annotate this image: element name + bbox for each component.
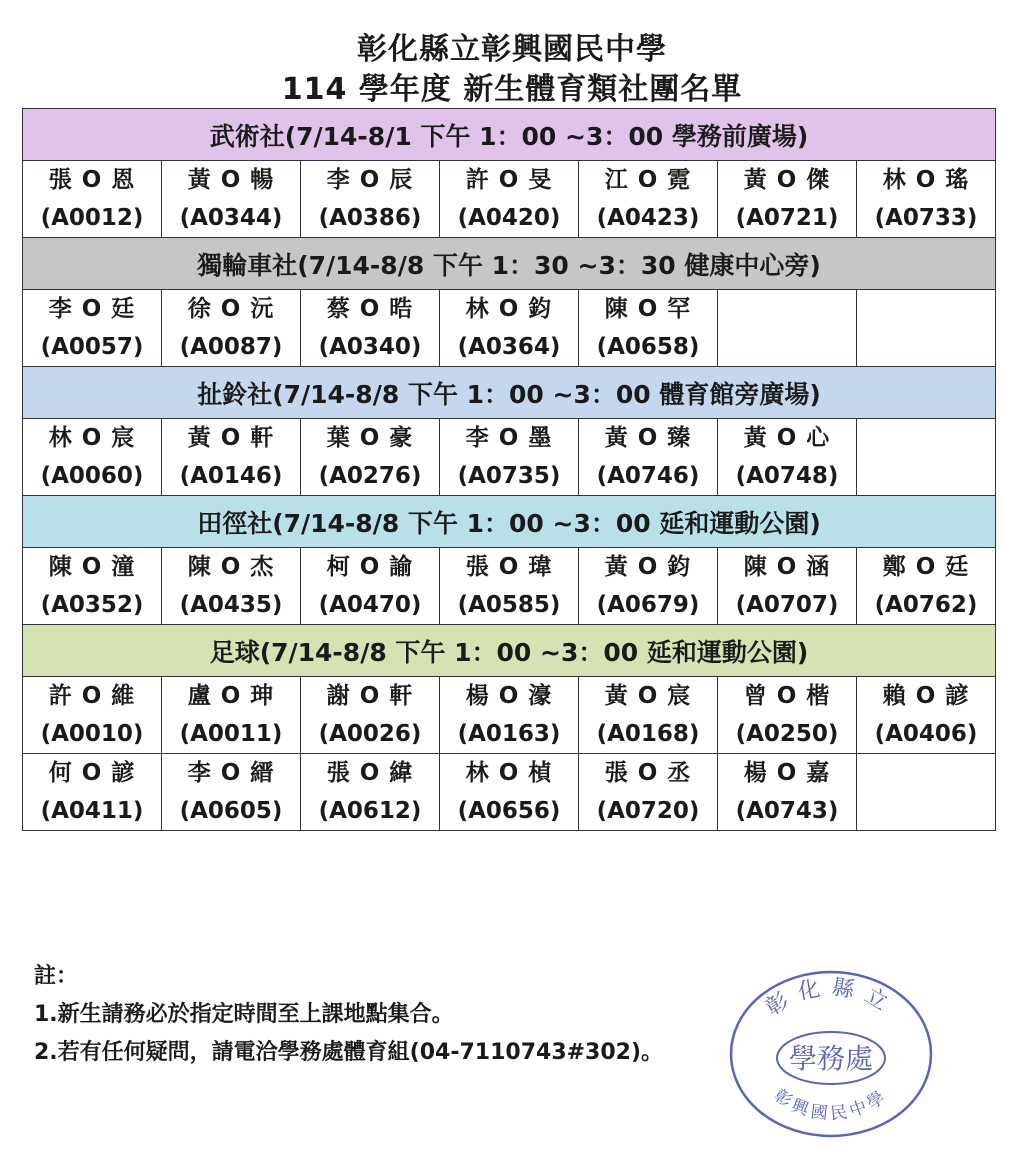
member-id: (A0344) xyxy=(179,205,283,231)
member-id: (A0733) xyxy=(874,205,978,231)
member-id: (A0656) xyxy=(457,798,561,824)
member-id: (A0163) xyxy=(457,721,561,747)
member-cell xyxy=(162,161,301,238)
member-row xyxy=(23,161,996,238)
member-name: 黃 O 傑 xyxy=(743,167,831,193)
member-name: 陳 O 罕 xyxy=(604,296,692,322)
member-cell xyxy=(440,548,579,625)
member-row xyxy=(23,290,996,367)
member-id: (A0406) xyxy=(874,721,978,747)
member-name: 柯 O 諭 xyxy=(326,554,414,580)
member-cell xyxy=(718,419,857,496)
member-id: (A0168) xyxy=(596,721,700,747)
club-header: 扯鈴社(7/14-8/8 下午 1：00 ~3：00 體育館旁廣場) xyxy=(23,367,996,419)
member-id: (A0420) xyxy=(457,205,561,231)
seal-center-text: 學務處 xyxy=(788,1042,874,1075)
member-name: 黃 O 暢 xyxy=(187,167,275,193)
member-cell xyxy=(301,290,440,367)
member-cell xyxy=(23,290,162,367)
member-name: 張 O 丞 xyxy=(604,760,692,786)
member-id: (A0423) xyxy=(596,205,700,231)
member-cell xyxy=(440,419,579,496)
member-name: 陳 O 杰 xyxy=(187,554,275,580)
member-name: 黃 O 心 xyxy=(743,425,831,451)
member-name: 林 O 鈞 xyxy=(465,296,553,322)
member-name: 謝 O 軒 xyxy=(326,683,414,709)
member-name: 陳 O 潼 xyxy=(48,554,136,580)
member-name: 張 O 恩 xyxy=(48,167,136,193)
member-id: (A0012) xyxy=(40,205,144,231)
office-seal-stamp xyxy=(722,962,940,1142)
member-id: (A0386) xyxy=(318,205,422,231)
member-row xyxy=(23,754,996,831)
empty-cell xyxy=(857,419,996,496)
member-cell xyxy=(718,548,857,625)
member-id: (A0746) xyxy=(596,463,700,489)
member-cell xyxy=(579,290,718,367)
club-header-row xyxy=(23,625,996,677)
member-id: (A0364) xyxy=(457,334,561,360)
member-name: 黃 O 宸 xyxy=(604,683,692,709)
note-line-2: 2.若有任何疑問，請電洽學務處體育組(04-7110743#302)。 xyxy=(34,1040,664,1065)
member-cell xyxy=(440,290,579,367)
member-cell xyxy=(857,161,996,238)
notes-label: 註： xyxy=(34,964,79,989)
club-header-row xyxy=(23,109,996,161)
club-header: 獨輪車社(7/14-8/8 下午 1：30 ~3：30 健康中心旁) xyxy=(23,238,996,290)
member-name: 林 O 宸 xyxy=(48,425,136,451)
member-id: (A0057) xyxy=(40,334,144,360)
member-cell xyxy=(23,161,162,238)
member-id: (A0087) xyxy=(179,334,283,360)
club-header-row xyxy=(23,496,996,548)
member-name: 蔡 O 晧 xyxy=(326,296,414,322)
notes-section xyxy=(34,958,663,1072)
empty-cell xyxy=(857,754,996,831)
member-name: 葉 O 豪 xyxy=(326,425,414,451)
club-header: 田徑社(7/14-8/8 下午 1：00 ~3：00 延和運動公園) xyxy=(23,496,996,548)
member-id: (A0470) xyxy=(318,592,422,618)
member-cell xyxy=(162,548,301,625)
member-id: (A0146) xyxy=(179,463,283,489)
member-id: (A0605) xyxy=(179,798,283,824)
member-name: 李 O 墨 xyxy=(465,425,553,451)
member-id: (A0010) xyxy=(40,721,144,747)
member-cell xyxy=(718,161,857,238)
member-name: 李 O 辰 xyxy=(326,167,414,193)
member-cell xyxy=(23,548,162,625)
member-id: (A0435) xyxy=(179,592,283,618)
member-cell xyxy=(162,754,301,831)
member-name: 陳 O 涵 xyxy=(743,554,831,580)
member-cell xyxy=(440,677,579,754)
member-row xyxy=(23,677,996,754)
member-id: (A0721) xyxy=(735,205,839,231)
member-cell xyxy=(440,754,579,831)
member-name: 楊 O 嘉 xyxy=(743,760,831,786)
member-cell xyxy=(23,419,162,496)
member-id: (A0411) xyxy=(40,798,144,824)
club-header-row xyxy=(23,367,996,419)
member-cell xyxy=(718,754,857,831)
list-title: 114 學年度 新生體育類社團名單 xyxy=(281,72,743,107)
member-cell xyxy=(579,677,718,754)
member-id: (A0748) xyxy=(735,463,839,489)
member-id: (A0720) xyxy=(596,798,700,824)
school-title: 彰化縣立彰興國民中學 xyxy=(357,32,667,67)
club-header: 足球(7/14-8/8 下午 1：00 ~3：00 延和運動公園) xyxy=(23,625,996,677)
member-cell xyxy=(301,754,440,831)
member-name: 許 O 維 xyxy=(48,683,136,709)
member-id: (A0585) xyxy=(457,592,561,618)
member-cell xyxy=(301,677,440,754)
member-row xyxy=(23,419,996,496)
member-id: (A0250) xyxy=(735,721,839,747)
member-id: (A0707) xyxy=(735,592,839,618)
seal-top-text: 彰化縣立 xyxy=(761,974,901,1022)
member-id: (A0276) xyxy=(318,463,422,489)
member-name: 江 O 霓 xyxy=(604,167,692,193)
member-id: (A0026) xyxy=(318,721,422,747)
member-cell xyxy=(23,754,162,831)
member-cell xyxy=(301,161,440,238)
empty-cell xyxy=(857,290,996,367)
member-name: 黃 O 軒 xyxy=(187,425,275,451)
member-cell xyxy=(579,548,718,625)
member-name: 楊 O 濠 xyxy=(465,683,553,709)
member-cell xyxy=(301,419,440,496)
member-name: 李 O 縉 xyxy=(187,760,275,786)
empty-cell xyxy=(718,290,857,367)
member-cell xyxy=(23,677,162,754)
member-cell xyxy=(440,161,579,238)
member-id: (A0011) xyxy=(179,721,283,747)
member-id: (A0679) xyxy=(596,592,700,618)
member-cell xyxy=(301,548,440,625)
member-name: 許 O 旻 xyxy=(465,167,553,193)
member-name: 黃 O 鈞 xyxy=(604,554,692,580)
member-name: 張 O 瑋 xyxy=(465,554,553,580)
svg-text:彰興國民中學 xyxy=(770,1085,892,1124)
member-id: (A0658) xyxy=(596,334,700,360)
member-cell xyxy=(579,419,718,496)
member-name: 盧 O 珅 xyxy=(187,683,275,709)
member-id: (A0612) xyxy=(318,798,422,824)
member-name: 張 O 緯 xyxy=(326,760,414,786)
member-id: (A0743) xyxy=(735,798,839,824)
member-id: (A0352) xyxy=(40,592,144,618)
member-name: 黃 O 臻 xyxy=(604,425,692,451)
member-cell xyxy=(857,677,996,754)
club-header-row xyxy=(23,238,996,290)
member-cell xyxy=(718,677,857,754)
note-line-1: 1.新生請務必於指定時間至上課地點集合。 xyxy=(34,1002,454,1027)
member-name: 李 O 廷 xyxy=(48,296,136,322)
member-name: 何 O 諺 xyxy=(48,760,136,786)
club-header: 武術社(7/14-8/1 下午 1：00 ~3：00 學務前廣場) xyxy=(23,109,996,161)
member-row xyxy=(23,548,996,625)
member-name: 賴 O 諺 xyxy=(882,683,970,709)
member-id: (A0060) xyxy=(40,463,144,489)
member-id: (A0340) xyxy=(318,334,422,360)
seal-bottom-text: 彰興國民中學 xyxy=(769,1085,893,1125)
member-name: 鄭 O 廷 xyxy=(882,554,970,580)
member-cell xyxy=(162,677,301,754)
member-cell xyxy=(579,161,718,238)
member-cell xyxy=(162,290,301,367)
member-name: 曾 O 楷 xyxy=(743,683,831,709)
member-name: 徐 O 沅 xyxy=(187,296,275,322)
member-id: (A0735) xyxy=(457,463,561,489)
member-cell xyxy=(857,548,996,625)
club-roster-table xyxy=(22,108,996,831)
member-id: (A0762) xyxy=(874,592,978,618)
member-name: 林 O 楨 xyxy=(465,760,553,786)
member-cell xyxy=(579,754,718,831)
member-cell xyxy=(162,419,301,496)
member-name: 林 O 瑤 xyxy=(882,167,970,193)
